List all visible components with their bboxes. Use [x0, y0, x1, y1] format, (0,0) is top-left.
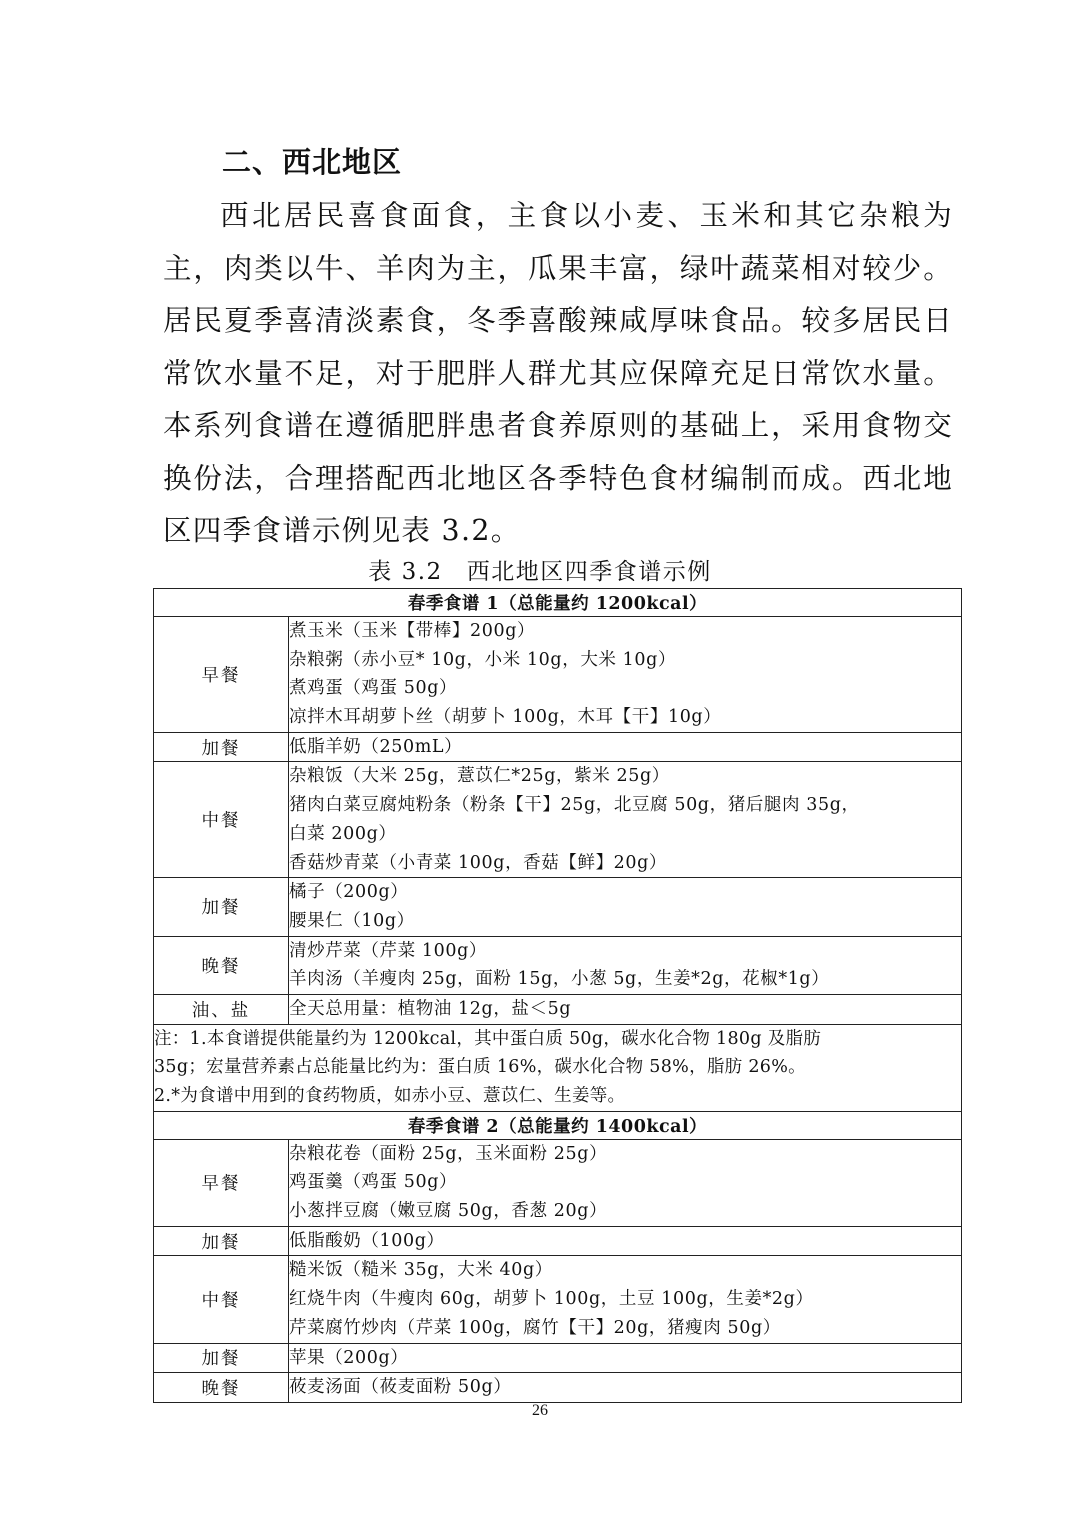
seasonal-menu-table [153, 588, 962, 1403]
table-caption-title: 西北地区四季食谱示例 [466, 559, 712, 585]
menu2-snack2-row [154, 1343, 962, 1373]
food-item: 苹果（200g） [289, 1347, 409, 1368]
meal-items [289, 1226, 962, 1256]
meal-items [289, 762, 962, 878]
food-item: 莜麦汤面（莜麦面粉 50g） [289, 1377, 512, 1398]
food-item: 全天总用量：植物油 12g，盐＜5g [289, 998, 572, 1019]
menu2-snack1-row [154, 1226, 962, 1256]
food-item: 清炒芹菜（芹菜 100g） [289, 940, 487, 961]
section-paragraph: 西北居民喜食面食，主食以小麦、玉米和其它杂粮为主，肉类以牛、羊肉为主，瓜果丰富，绿叶蔬菜相对较少。居民夏季喜清淡素食，冬季喜酸辣咸厚味食品。较多居民日常饮水量不足，对于肥胖人群尤其应保障充足日常饮水量。本系列食谱在遵循肥胖患者食养原则的基础上，采用食物交换份法，合理搭配西北地区各季特色食材编制而成。西北地区四季食谱示例见表 3.2。 [163, 199, 953, 547]
food-item: 杂粮饭（大米 25g，薏苡仁*25g，紫米 25g） [289, 766, 670, 787]
food-item: 糙米饭（糙米 35g，大米 40g） [289, 1260, 553, 1281]
menu2-lunch-row [154, 1256, 962, 1343]
meal-label: 中餐 [154, 1256, 289, 1343]
meal-items [289, 878, 962, 936]
food-item: 杂粮粥（赤小豆* 10g，小米 10g，大米 10g） [289, 649, 677, 670]
food-item: 小葱拌豆腐（嫩豆腐 50g，香葱 20g） [289, 1201, 608, 1222]
menu1-oil-salt-row [154, 994, 962, 1024]
food-item: 低脂酸奶（100g） [289, 1230, 445, 1251]
meal-label: 晚餐 [154, 1373, 289, 1403]
food-item: 橘子（200g） [289, 882, 409, 903]
meal-items [289, 1343, 962, 1373]
food-item: 煮玉米（玉米【带棒】200g） [289, 621, 536, 641]
food-item: 鸡蛋羹（鸡蛋 50g） [289, 1172, 458, 1193]
menu1-breakfast-row [154, 617, 962, 733]
food-item: 白菜 200g） [289, 823, 397, 844]
meal-items [289, 1139, 962, 1226]
meal-label: 加餐 [154, 878, 289, 936]
table-note [154, 1024, 962, 1111]
food-item: 杂粮花卷（面粉 25g，玉米面粉 25g） [289, 1143, 608, 1164]
note-line: 注：1.本食谱提供能量约为 1200kcal，其中蛋白质 50g，碳水化合物 180g 及脂肪 [154, 1028, 822, 1049]
meal-label: 加餐 [154, 1343, 289, 1373]
meal-items [289, 994, 962, 1024]
food-item: 红烧牛肉（牛瘦肉 60g，胡萝卜 100g，土豆 100g，生姜*2g） [289, 1289, 814, 1310]
section-heading: 二、西北地区 [222, 145, 403, 179]
menu1-lunch-row [154, 762, 962, 878]
food-item: 香菇炒青菜（小青菜 100g，香菇【鲜】20g） [289, 852, 668, 873]
table-caption-number: 表 3.2 [368, 559, 443, 585]
menu1-dinner-row [154, 936, 962, 994]
menu2-title-row [154, 1111, 962, 1139]
meal-label: 加餐 [154, 1226, 289, 1256]
menu1-snack1-row [154, 732, 962, 762]
meal-label: 早餐 [154, 1139, 289, 1226]
menu1-title-row [154, 589, 962, 617]
meal-items [289, 732, 962, 762]
meal-items [289, 1256, 962, 1343]
menu1-title: 春季食谱 1（总能量约 1200kcal） [154, 589, 962, 617]
meal-label: 晚餐 [154, 936, 289, 994]
note-line: 2.*为食谱中用到的食药物质，如赤小豆、薏苡仁、生姜等。 [154, 1086, 626, 1106]
page-number: 26 [532, 1402, 548, 1419]
meal-items [289, 617, 962, 733]
meal-label: 加餐 [154, 732, 289, 762]
menu1-notes-row [154, 1024, 962, 1111]
menu2-title: 春季食谱 2（总能量约 1400kcal） [154, 1111, 962, 1139]
meal-items [289, 1373, 962, 1403]
food-item: 煮鸡蛋（鸡蛋 50g） [289, 678, 458, 699]
food-item: 猪肉白菜豆腐炖粉条（粉条【干】25g，北豆腐 50g，猪后腿肉 35g， [289, 795, 860, 816]
table-caption [0, 553, 1080, 586]
food-item: 低脂羊奶（250mL） [289, 736, 463, 757]
food-item: 腰果仁（10g） [289, 910, 415, 931]
food-item: 凉拌木耳胡萝卜丝（胡萝卜 100g，木耳【干】10g） [289, 707, 722, 728]
meal-label: 早餐 [154, 617, 289, 733]
meal-label: 油、盐 [154, 994, 289, 1024]
menu2-dinner-row [154, 1373, 962, 1403]
food-item: 芹菜腐竹炒肉（芹菜 100g，腐竹【干】20g，猪瘦肉 50g） [289, 1317, 781, 1338]
meal-items [289, 936, 962, 994]
menu2-breakfast-row [154, 1139, 962, 1226]
meal-label: 中餐 [154, 762, 289, 878]
note-line: 35g；宏量营养素占总能量比约为：蛋白质 16%，碳水化合物 58%，脂肪 26%。 [154, 1057, 806, 1078]
food-item: 羊肉汤（羊瘦肉 25g，面粉 15g，小葱 5g，生姜*2g，花椒*1g） [289, 969, 830, 990]
menu1-snack2-row [154, 878, 962, 936]
